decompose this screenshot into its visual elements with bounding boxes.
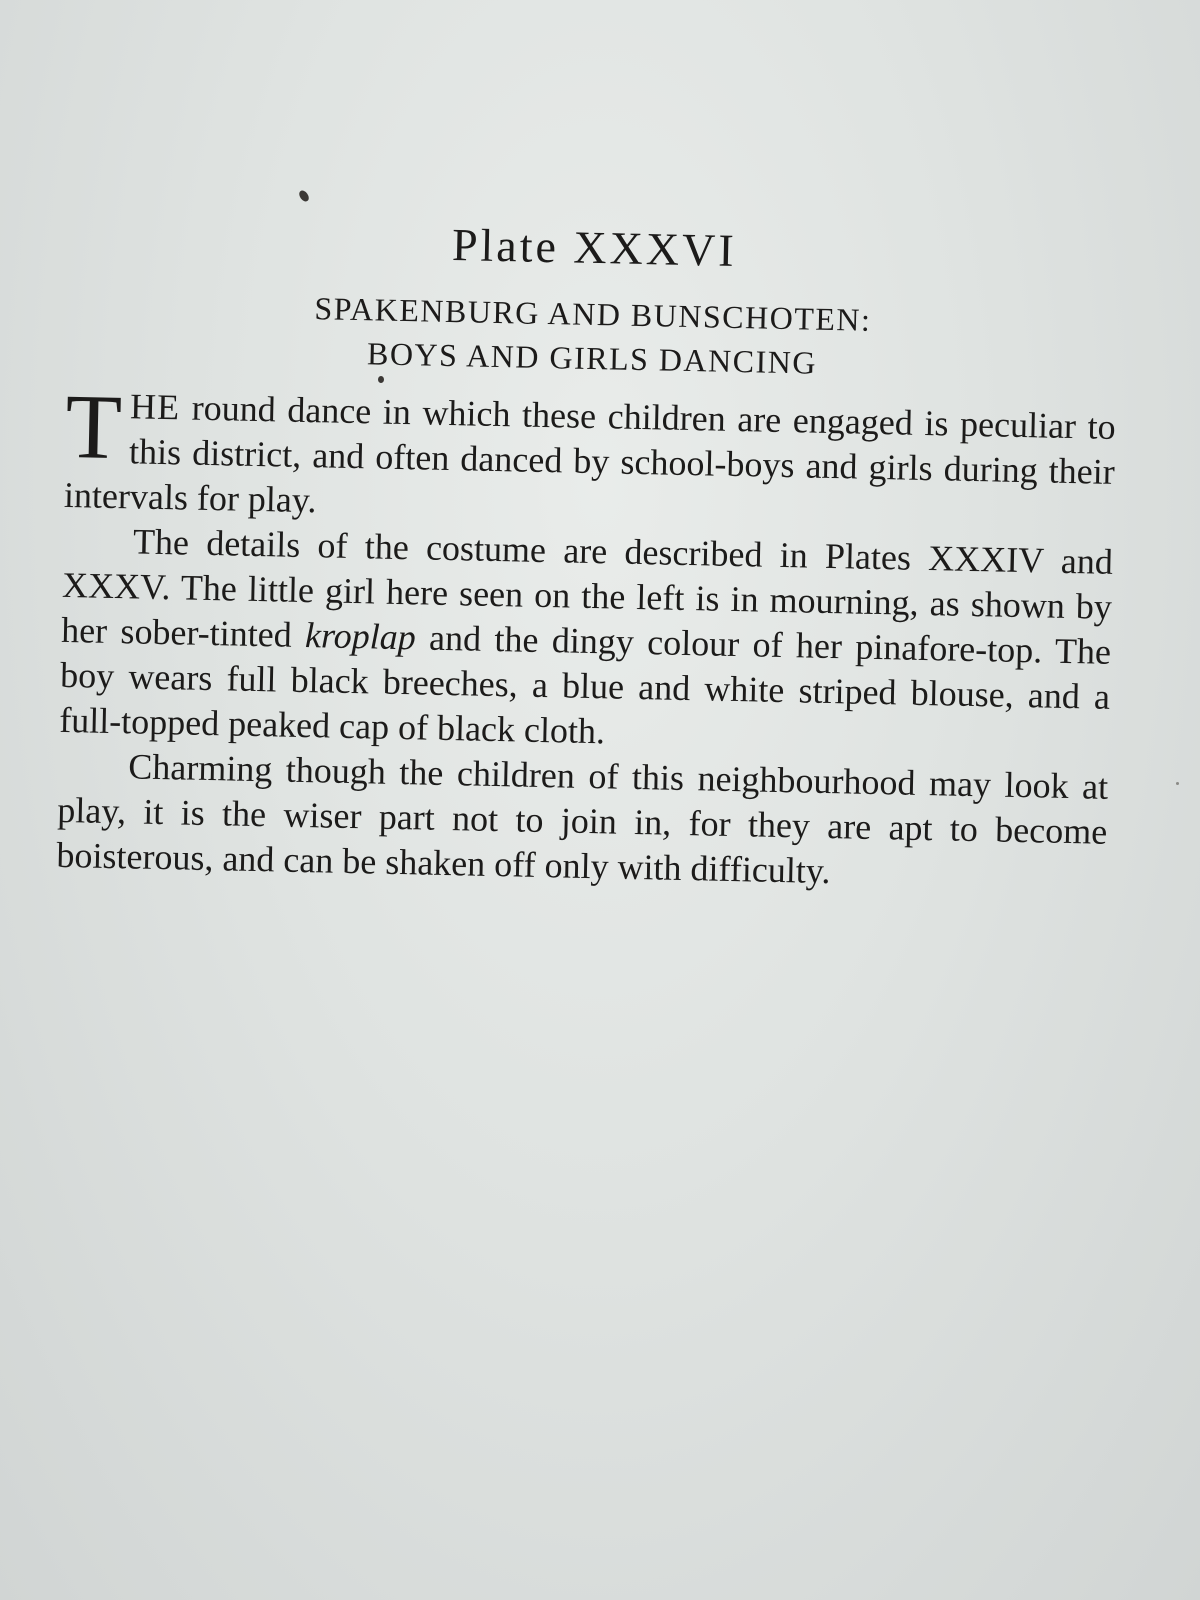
paper-speck [297,189,310,203]
lead-caps: HE [129,386,181,428]
plate-subtitle [67,281,1119,391]
paragraph-2-text-a: The details of the costume are described in Plates XXXIV and XXXV. The little girl here seen on the left is in mourning, as shown by her sober-tinted [60,521,1114,656]
subtitle-line-1: SPAKENBURG AND BUNSCHOTEN: [314,290,872,338]
paragraph-2-text-b: and the dingy colour of her pinafore-top. The boy wears full black breeches, a blue and white striped blouse, and a full-topped peaked cap of black cloth. [58,617,1112,752]
paper-speck [1176,782,1179,785]
drop-cap: T [64,374,123,479]
paragraph-3: Charming though the children of this neighbourhood may look at play, it is the wiser part not to join in, for they are apt to become boisterous, and can be shaken off only with difficulty. [56,746,1109,892]
plate-title: Plate XXXVI [451,219,738,276]
paragraph-2-italic-term: kroplap [304,615,417,658]
subtitle-line-2: BOYS AND GIRLS DANCING [366,335,818,381]
book-page [56,210,1120,900]
paragraph-2 [59,518,1113,765]
paragraph-1 [63,374,1117,540]
paragraph-1-text: round dance in which these children are engaged is peculiar to this district, and often danced by school-boys and girls during their intervals for play. [63,387,1117,521]
